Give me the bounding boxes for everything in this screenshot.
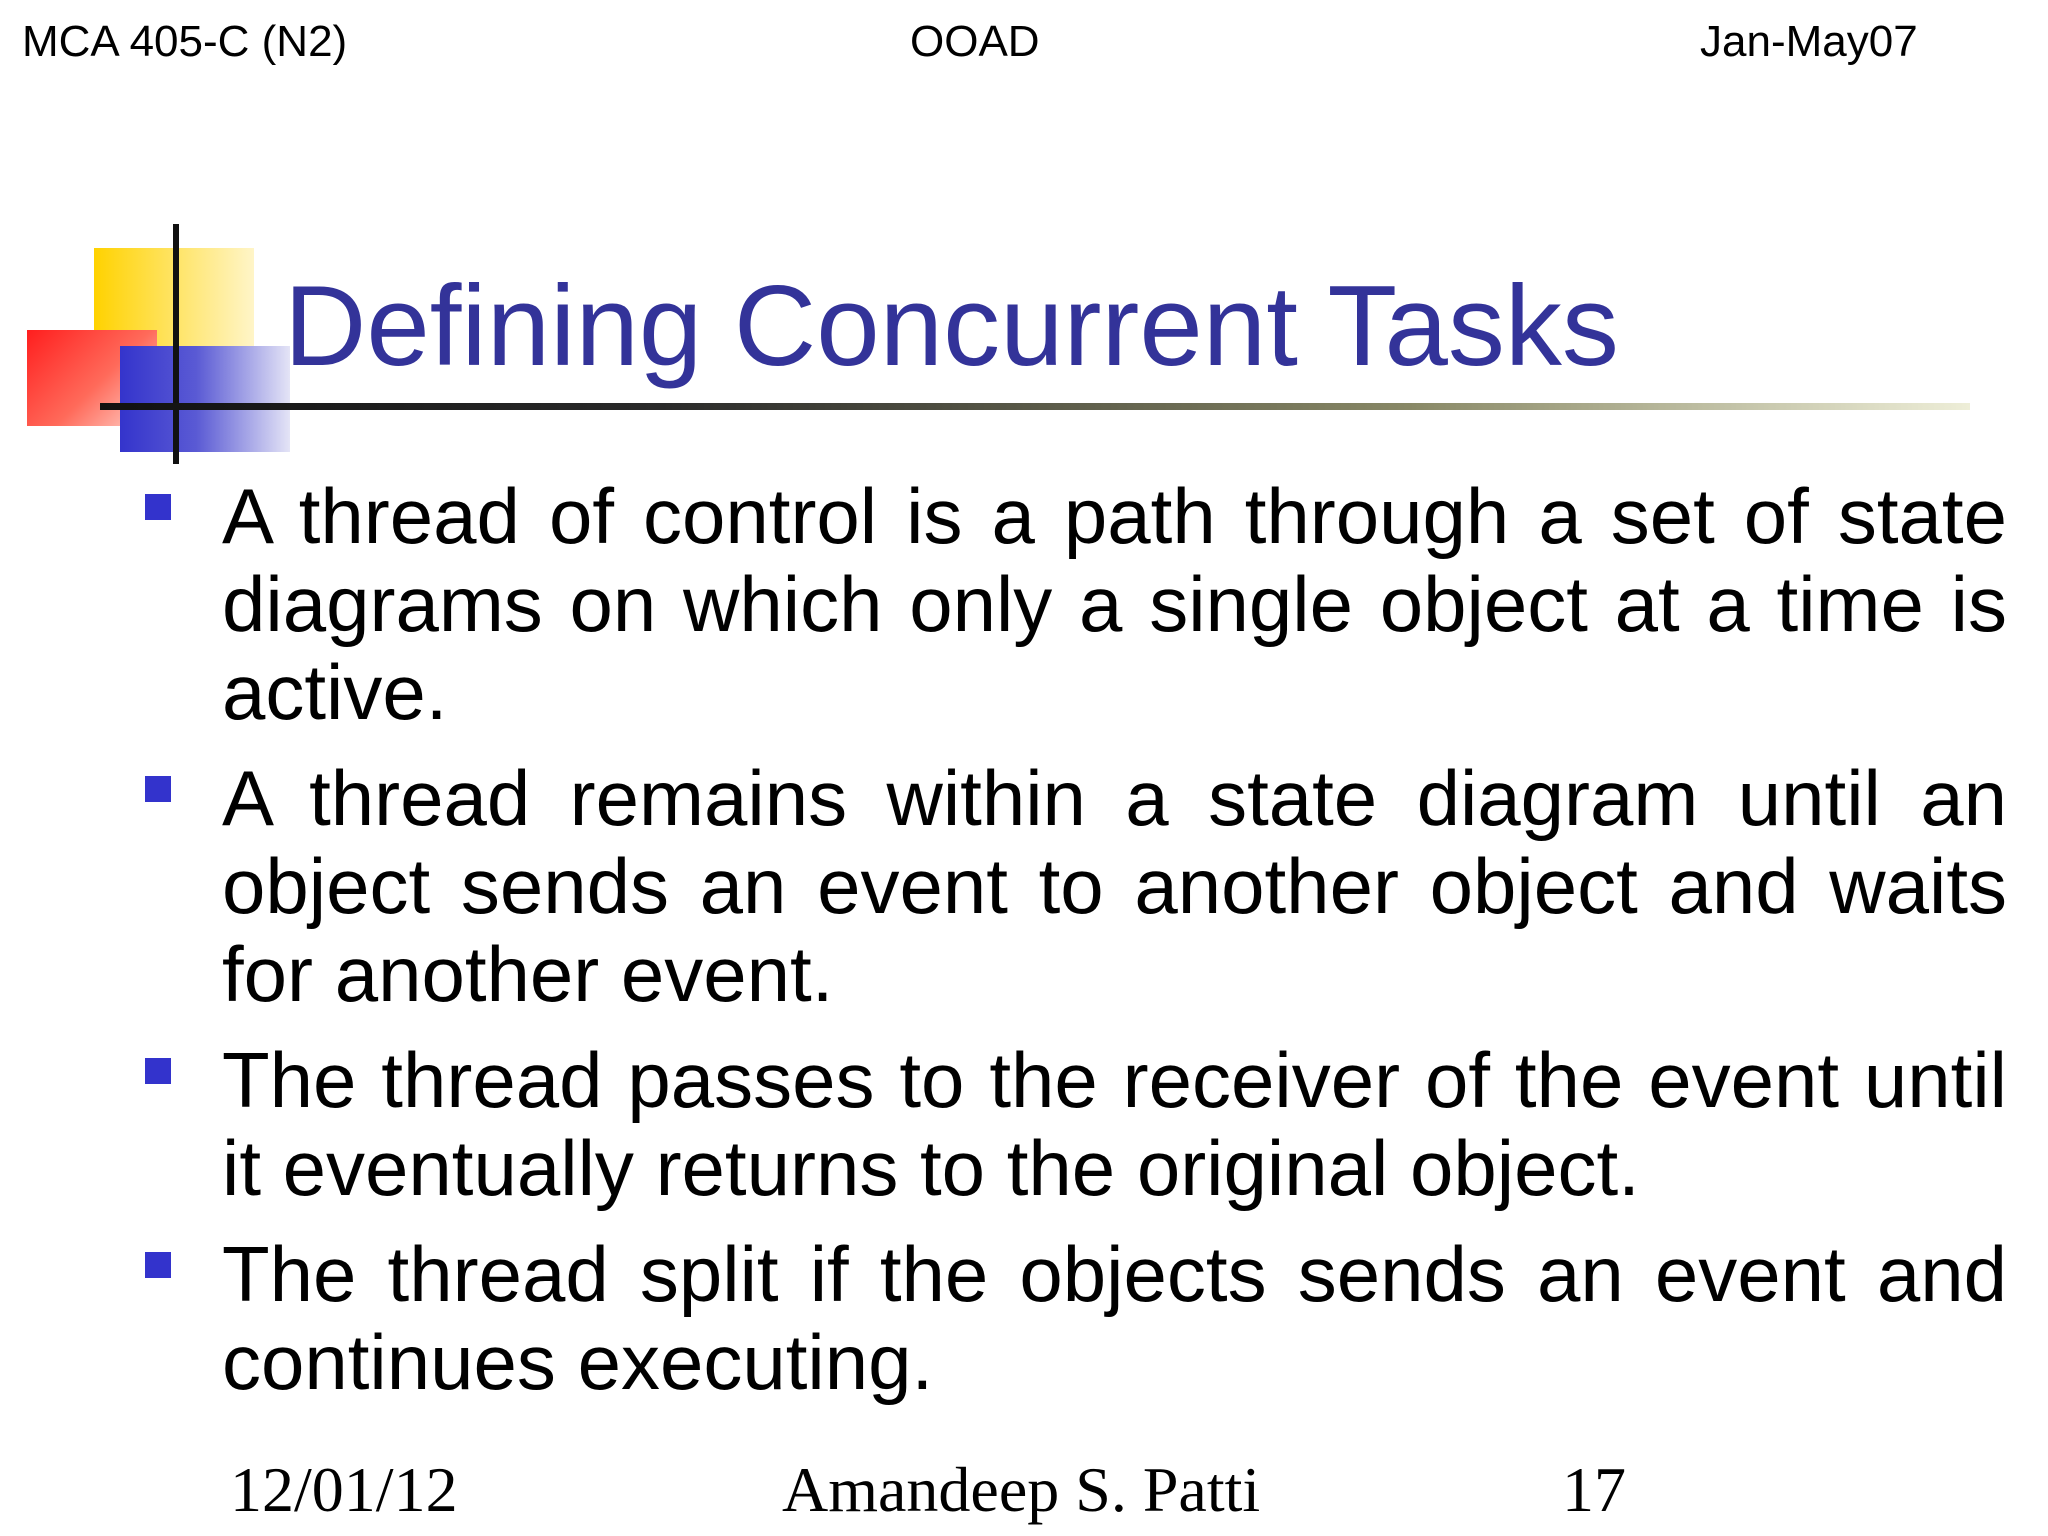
square-bullet-icon [145,776,171,802]
footer-page-number: 17 [1562,1454,1626,1525]
bullet-item [145,1036,2007,1212]
footer-date: 12/01/12 [230,1454,458,1525]
footer-author: Amandeep S. Patti [782,1454,1261,1525]
bullet-text: The thread split if the objects sends an event and continues executing. [222,1230,2007,1406]
bullet-item [145,1230,2007,1406]
header-term: Jan-May07 [1700,17,1918,66]
slide-title: Defining Concurrent Tasks [284,263,1619,390]
square-bullet-icon [145,1058,171,1084]
bullet-item [145,472,2007,736]
header-course-code: MCA 405-C (N2) [22,17,348,66]
square-bullet-icon [145,494,171,520]
bullet-text: The thread passes to the receiver of the event until it eventually returns to the original object. [222,1036,2007,1212]
bullet-item [145,754,2007,1018]
title-underline [100,403,1970,410]
decor-blue-square [120,346,290,452]
header-subject: OOAD [910,17,1040,66]
square-bullet-icon [145,1252,171,1278]
bullet-text: A thread remains within a state diagram until an object sends an event to another object and waits for another event. [222,754,2007,1018]
decor-vertical-line [173,224,179,464]
bullet-text: A thread of control is a path through a set of state diagrams on which only a single object at a time is active. [222,472,2007,736]
bullet-list [145,472,2007,1424]
